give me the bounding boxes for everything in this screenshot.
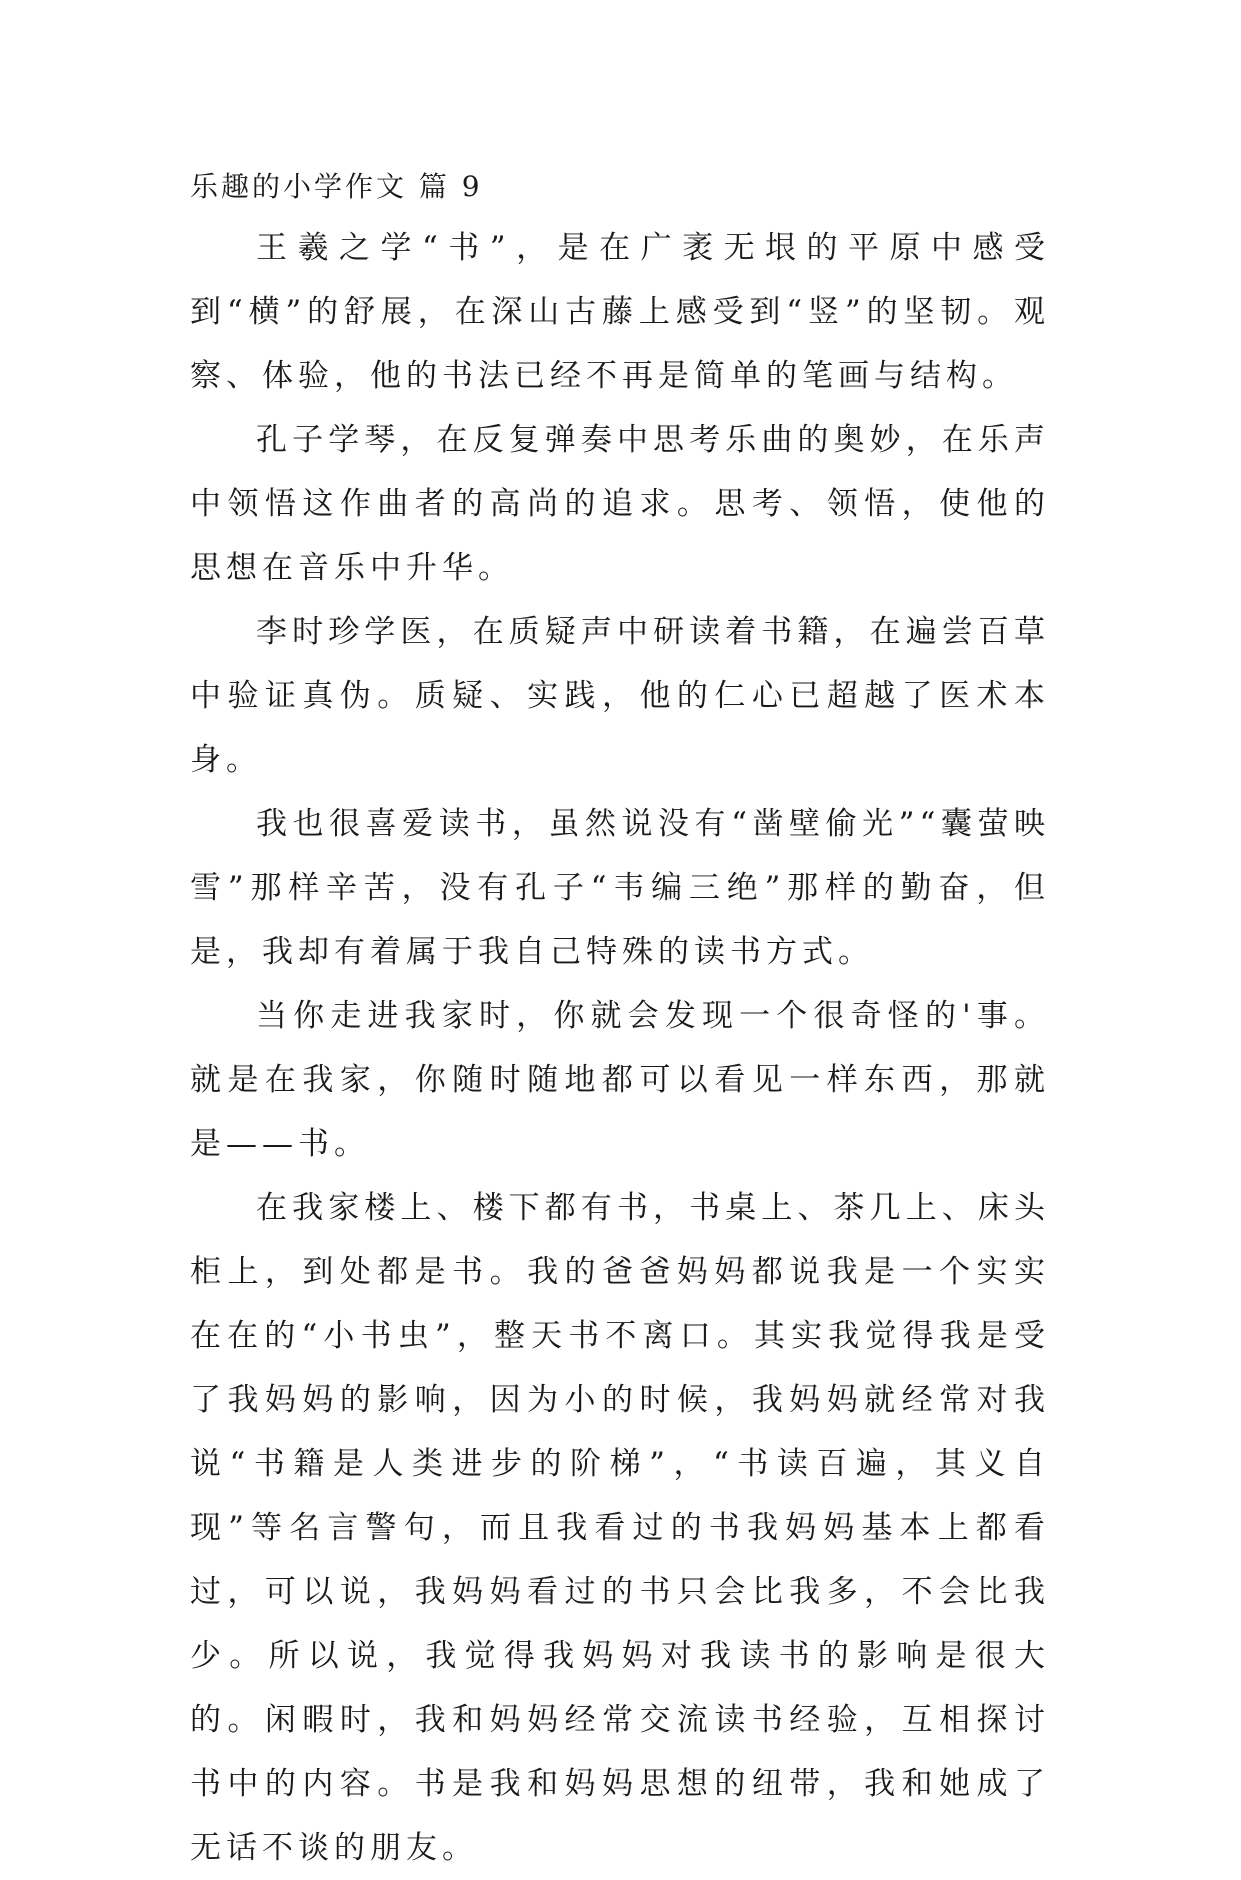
paragraph: 当你走进我家时，你就会发现一个很奇怪的'事。就是在我家，你随时随地都可以看见一样东西，那就是——书。 — [190, 998, 1050, 1162]
paragraph: 我也很喜爱读书，虽然说没有“凿壁偷光”“囊萤映雪”那样辛苦，没有孔子“韦编三绝”那样的勤奋，但是，我却有着属于我自己特殊的读书方式。 — [190, 806, 1050, 970]
paragraph: 孔子学琴，在反复弹奏中思考乐曲的奥妙，在乐声中领悟这作曲者的高尚的追求。思考、领悟，使他的思想在音乐中升华。 — [190, 422, 1050, 586]
paragraph: 王羲之学“书”，是在广袤无垠的平原中感受到“横”的舒展，在深山古藤上感受到“竖”的坚韧。观察、体验，他的书法已经不再是简单的笔画与结构。 — [190, 230, 1050, 394]
paragraph: 李时珍学医，在质疑声中研读着书籍，在遍尝百草中验证真伪。质疑、实践，他的仁心已超越了医术本身。 — [190, 614, 1050, 778]
document-body — [190, 158, 1050, 1880]
paragraph: 在我家楼上、楼下都有书，书桌上、茶几上、床头柜上，到处都是书。我的爸爸妈妈都说我是一个实实在在的“小书虫”，整天书不离口。其实我觉得我是受了我妈妈的影响，因为小的时候，我妈妈就经常对我说“书籍是人类进步的阶梯”，“书读百遍，其义自现”等名言警句，而且我看过的书我妈妈基本上都看过，可以说，我妈妈看过的书只会比我多，不会比我少。所以说，我觉得我妈妈对我读书的影响是很大的。闲暇时，我和妈妈经常交流读书经验，互相探讨书中的内容。书是我和妈妈思想的纽带，我和她成了无话不谈的朋友。 — [190, 1190, 1050, 1866]
document-title: 乐趣的小学作文 篇 9 — [190, 170, 483, 203]
